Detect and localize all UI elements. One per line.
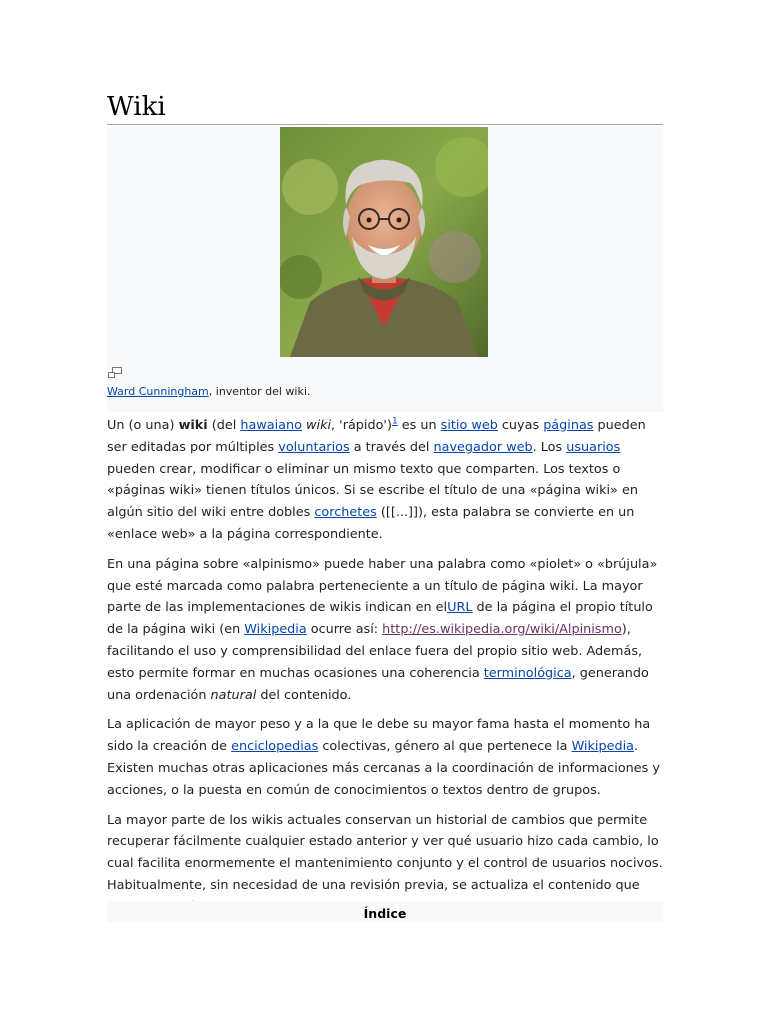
caption-link-ward-cunningham[interactable]: Ward Cunningham: [107, 385, 209, 398]
text: es un: [397, 418, 441, 433]
article-body: [107, 415, 663, 927]
text: . Los: [532, 439, 567, 455]
figure-caption: [107, 385, 310, 398]
italic-wiki: wiki: [306, 418, 332, 433]
text: a través del: [349, 439, 434, 455]
text: ([[...]]), esta palabra se convierte en un «enlace web» a la página correspondiente.: [107, 505, 635, 542]
portrait-illustration: [280, 127, 488, 357]
link-sitio-web[interactable]: sitio web: [440, 418, 498, 433]
paragraph-3: [107, 714, 663, 801]
text: . Existen muchas otras aplicaciones más cercanas a la coordinación de informaciones y acciones, o la puesta en común de conocimientos o textos dentro de grupos.: [107, 739, 660, 798]
link-wikipedia[interactable]: Wikipedia: [244, 622, 307, 638]
paragraph-2: [107, 554, 663, 707]
bold-term-wiki: wiki: [178, 418, 208, 433]
italic-natural: natural: [210, 687, 257, 703]
link-navegador-web[interactable]: navegador web: [433, 439, 533, 455]
page-title: Wiki: [107, 90, 663, 125]
text: En una página sobre «alpinismo» puede haber una palabra como «piolet» o «brújula» que esté marcada como palabra perteneciente a un título de página wiki. La mayor parte de las implementaciones de wikis indican en el: [107, 556, 658, 616]
toc-title: Índice: [363, 906, 407, 921]
link-wikipedia[interactable]: Wikipedia: [571, 739, 634, 755]
magnify-icon[interactable]: [108, 367, 122, 379]
link-usuarios[interactable]: usuarios: [566, 439, 621, 455]
text: de la página el propio título de la página wiki (en: [107, 600, 653, 638]
link-url[interactable]: URL: [447, 600, 473, 616]
text: ), facilitando el uso y comprensibilidad del enlace fuera del propio sitio web. Además, esto permite formar en muchas ocasiones una coherencia: [107, 622, 643, 681]
text: (del: [207, 418, 241, 433]
text: Un (o una): [107, 418, 179, 433]
text: pueden crear, modificar o eliminar un mismo texto que comparten. Los textos o «páginas wiki» tienen títulos únicos. Si se escribe el título de una «página wiki» en algún sitio del wiki entre dobles: [107, 461, 638, 521]
text: del contenido.: [256, 687, 352, 703]
reference-1[interactable]: 1: [391, 416, 398, 427]
external-link-alpinismo[interactable]: http://es.wikipedia.org/wiki/Alpinismo: [382, 622, 622, 638]
link-corchetes[interactable]: corchetes: [314, 505, 377, 521]
table-of-contents: [107, 901, 663, 922]
text: , 'rápido'): [331, 418, 392, 433]
paragraph-1: [107, 415, 663, 546]
text: colectivas, género al que pertenece la: [318, 739, 572, 755]
link-terminologica[interactable]: terminológica: [483, 665, 572, 681]
text: , generando una ordenación: [107, 665, 649, 703]
caption-text: , inventor del wiki.: [208, 385, 311, 398]
text: pueden ser editadas por múltiples: [107, 418, 646, 455]
link-enciclopedias[interactable]: enciclopedias: [231, 739, 319, 755]
infobox-figure: [107, 127, 663, 412]
link-paginas[interactable]: páginas: [543, 418, 594, 433]
text: La aplicación de mayor peso y a la que le debe su mayor fama hasta el momento ha sido la creación de: [107, 717, 651, 755]
portrait-photo[interactable]: [280, 127, 488, 357]
link-hawaiano[interactable]: hawaiano: [240, 418, 302, 433]
link-voluntarios[interactable]: voluntarios: [278, 439, 350, 455]
text: ocurre así:: [306, 622, 383, 638]
text: La mayor parte de los wikis actuales conservan un historial de cambios que permite recuperar fácilmente cualquier estado anterior y ver qué usuario hizo cada cambio, lo cual facilita enormemente el mantenimiento conjunto y el control de usuarios nocivos. Habitualmente, sin necesidad de una revisión previa, se actualiza el contenido que: [107, 812, 663, 893]
text: cuyas: [497, 418, 544, 433]
